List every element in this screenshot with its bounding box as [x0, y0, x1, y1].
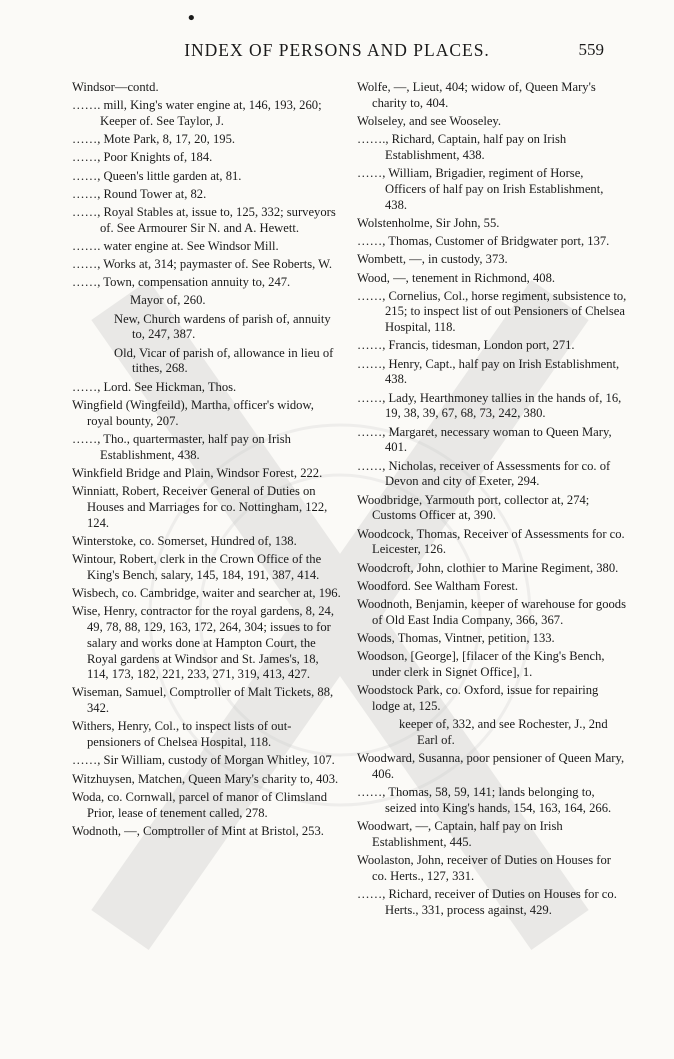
index-entry: ……, Town, compensation annuity to, 247.: [72, 275, 291, 290]
index-entry: ……, Queen's little garden at, 81.: [72, 168, 242, 183]
index-entry: Woodwart, —, Captain, half pay on Irish Establishment, 445.: [357, 819, 563, 849]
index-entry: ……. mill, King's water engine at, 146, 193, 260; Keeper of. See Taylor, J.: [72, 98, 322, 128]
index-entry: ……, Royal Stables at, issue to, 125, 332; surveyors of. See Armourer Sir N. and A. Hewett.: [72, 204, 336, 235]
index-entry: ……. water engine at. See Windsor Mill.: [72, 238, 279, 253]
index-entry: Wolfe, —, Lieut, 404; widow of, Queen Mary's charity to, 404.: [357, 80, 596, 110]
index-entry: ……., Richard, Captain, half pay on Irish Establishment, 438.: [357, 132, 567, 162]
index-entry: Mayor of, 260.: [130, 293, 206, 308]
index-entry: ……, Cornelius, Col., horse regiment, subsistence to, 215; to inspect list of out Pensioners of Chelsea Hospital, 118.: [357, 288, 627, 335]
index-entry: Woodbridge, Yarmouth port, collector at, 274; Customs Officer at, 390.: [357, 492, 590, 523]
index-entry: Witzhuysen, Matchen, Queen Mary's charity to, 403.: [72, 771, 339, 786]
index-entry: ……, Thomas, Customer of Bridgwater port, 137.: [357, 234, 610, 249]
index-entry: Wintour, Robert, clerk in the Crown Office of the King's Bench, salary, 145, 184, 191, 387, 414.: [72, 551, 322, 582]
index-entry: Woodson, [George], [filacer of the King's Bench, under clerk in Signet Office], 1.: [357, 649, 605, 679]
page-title: INDEX OF PERSONS AND PLACES.: [184, 40, 490, 60]
index-entry: ……, Francis, tidesman, London port, 271.: [357, 338, 575, 353]
index-entry: Woodward, Susanna, poor pensioner of Queen Mary, 406.: [357, 751, 625, 781]
index-entry: Wingfield (Wingfeild), Martha, officer's widow, royal bounty, 207.: [72, 397, 314, 428]
index-entry: ……, Round Tower at, 82.: [72, 186, 207, 201]
index-entry: ……, Works at, 314; paymaster of. See Roberts, W.: [72, 257, 333, 272]
index-entry: Winterstoke, co. Somerset, Hundred of, 138.: [72, 533, 297, 548]
index-entry: ……, Poor Knights of, 184.: [72, 150, 213, 165]
index-entry: New, Church wardens of parish of, annuity to, 247, 387.: [114, 311, 331, 342]
index-entry: ……, Mote Park, 8, 17, 20, 195.: [72, 132, 236, 147]
index-column-left: [72, 80, 342, 842]
running-header: [60, 40, 614, 66]
index-entry: ……, Lady, Hearthmoney tallies in the hands of, 16, 19, 38, 39, 67, 68, 73, 242, 380.: [357, 390, 622, 421]
index-entry: ……, Nicholas, receiver of Assessments for co. of Devon and city of Exeter, 294.: [357, 458, 611, 489]
index-entry: Woodcroft, John, clothier to Marine Regiment, 380.: [357, 560, 619, 575]
index-entry: Wodnoth, —, Comptroller of Mint at Bristol, 253.: [72, 823, 324, 838]
index-entry: Wise, Henry, contractor for the royal gardens, 8, 24, 49, 78, 88, 129, 163, 172, 264, 304; issues to for salary and works done at Hampton Court, the Royal gardens at Windsor and St. James's, 18, 114, 173, 182, 221, 233, 271, 319, 413, 427.: [72, 604, 335, 682]
index-entry: Old, Vicar of parish of, allowance in lieu of tithes, 268.: [114, 345, 334, 376]
index-entry: ……, Lord. See Hickman, Thos.: [72, 379, 237, 394]
index-entry: Woods, Thomas, Vintner, petition, 133.: [357, 630, 555, 645]
index-entry: ……, Margaret, necessary woman to Queen Mary, 401.: [357, 424, 612, 455]
index-entry: Withers, Henry, Col., to inspect lists of out-pensioners of Chelsea Hospital, 118.: [72, 719, 292, 750]
index-entry: Wisbech, co. Cambridge, waiter and searcher at, 196.: [72, 585, 341, 600]
index-entry: Wood, —, tenement in Richmond, 408.: [357, 270, 556, 285]
index-entry: Woda, co. Cornwall, parcel of manor of Climsland Prior, lease of tenement called, 278.: [72, 789, 327, 820]
index-entry: Wolseley, and see Wooseley.: [357, 113, 502, 128]
index-entry: Woodcock, Thomas, Receiver of Assessments for co. Leicester, 126.: [357, 526, 625, 557]
index-entry: ……, Sir William, custody of Morgan Whitley, 107.: [72, 753, 335, 768]
index-entry: ……, Tho., quartermaster, half pay on Irish Establishment, 438.: [72, 431, 291, 462]
printer-dot: •: [186, 8, 197, 29]
index-entry: keeper of, 332, and see Rochester, J., 2nd Earl of.: [399, 717, 608, 747]
index-entry: Wombett, —, in custody, 373.: [357, 252, 508, 267]
index-column-right: [357, 80, 627, 921]
index-entry: ……, William, Brigadier, regiment of Horse, Officers of half pay on Irish Establishment, 438.: [357, 166, 604, 212]
index-entry: ……, Henry, Capt., half pay on Irish Establishment, 438.: [357, 356, 620, 387]
index-entry: ……, Thomas, 58, 59, 141; lands belonging to, seized into King's hands, 154, 163, 164, 266.: [357, 785, 612, 815]
index-entry: Woodnoth, Benjamin, keeper of warehouse for goods of Old East India Company, 366, 367.: [357, 596, 626, 627]
index-entry: Windsor—contd.: [72, 80, 159, 94]
index-entry: Wolstenholme, Sir John, 55.: [357, 215, 500, 230]
page-number: 559: [578, 40, 604, 59]
index-entry: Woolaston, John, receiver of Duties on Houses for co. Herts., 127, 331.: [357, 853, 611, 883]
index-entry: Winniatt, Robert, Receiver General of Duties on Houses and Marriages for co. Nottingham, 122, 124.: [72, 483, 328, 530]
index-entry: ……, Richard, receiver of Duties on Houses for co. Herts., 331, process against, 429.: [357, 887, 617, 917]
index-entry: Winkfield Bridge and Plain, Windsor Forest, 222.: [72, 465, 323, 480]
index-entry: Wiseman, Samuel, Comptroller of Malt Tickets, 88, 342.: [72, 685, 334, 716]
index-entry: Woodford. See Waltham Forest.: [357, 578, 519, 593]
index-entry: Woodstock Park, co. Oxford, issue for repairing lodge at, 125.: [357, 683, 599, 713]
